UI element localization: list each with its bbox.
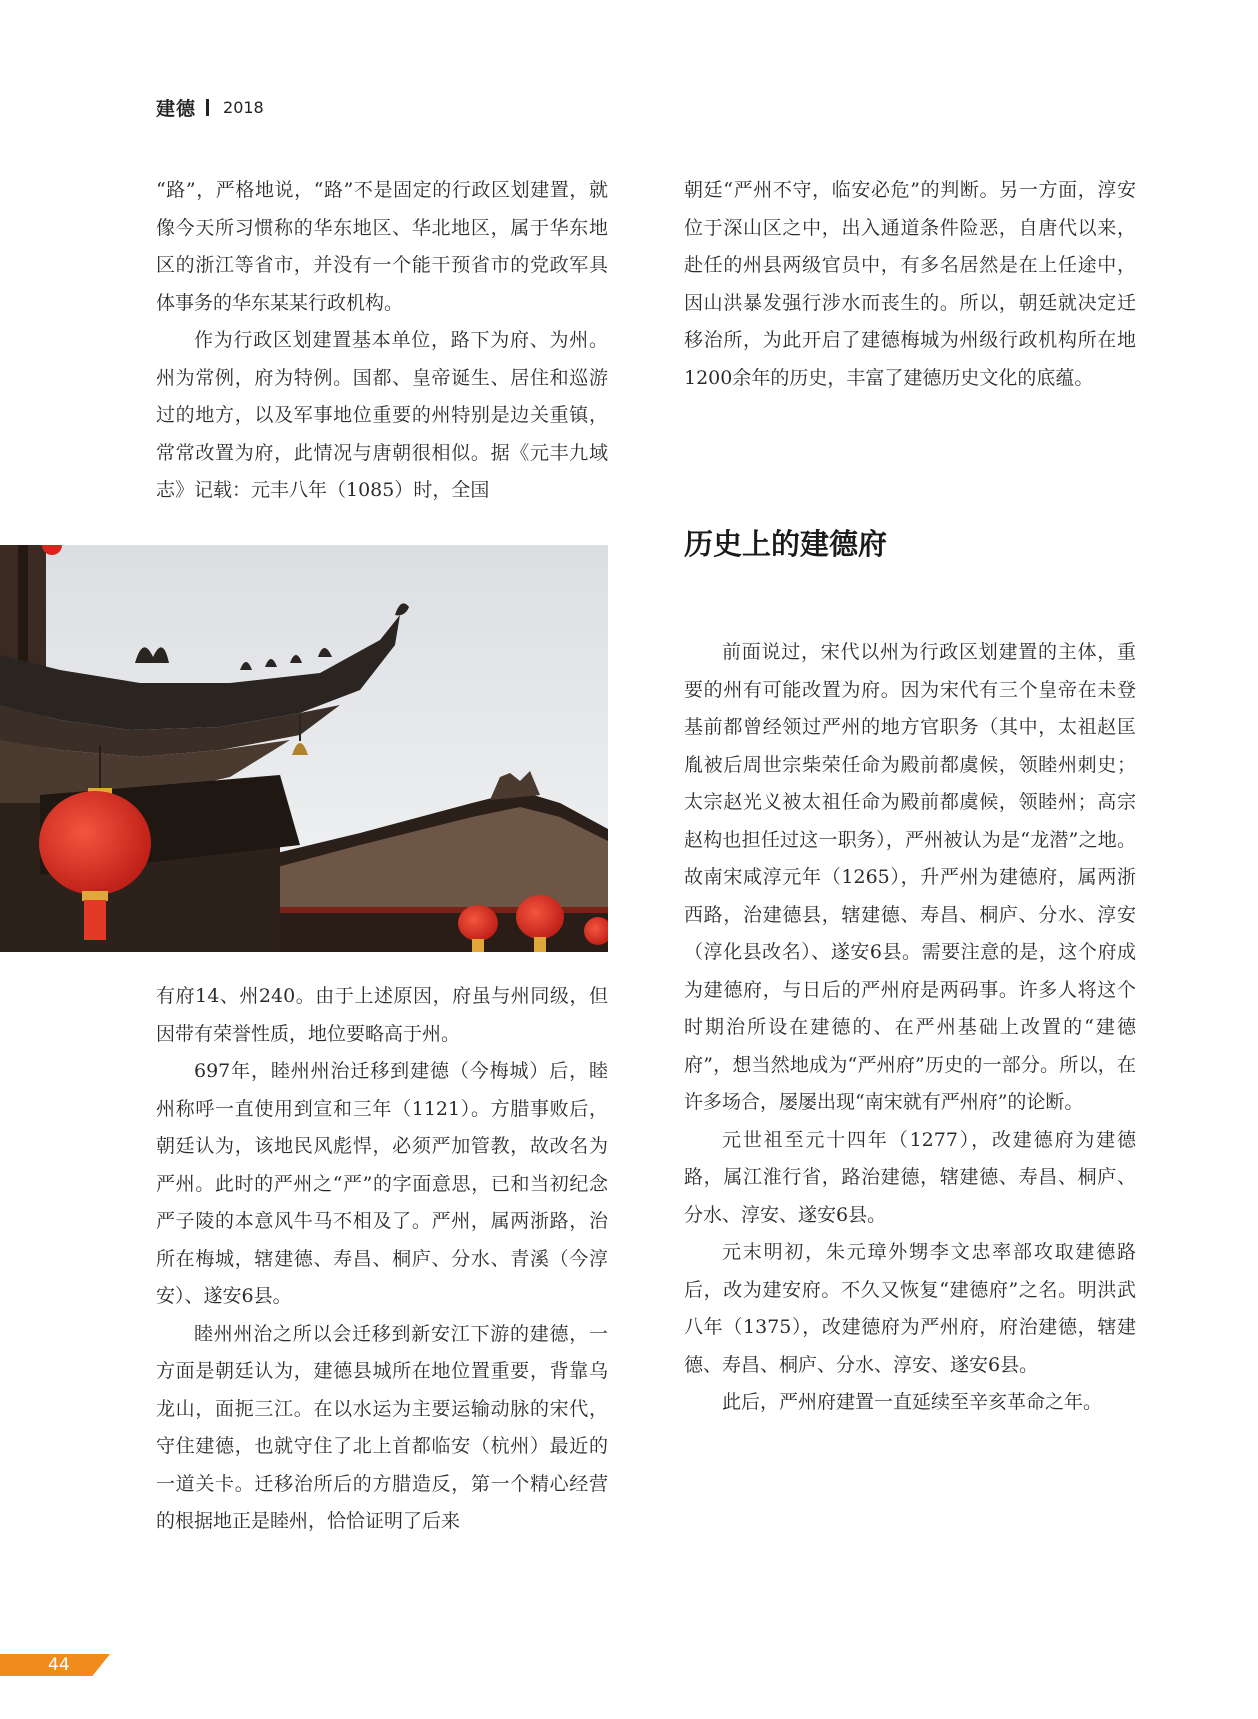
paragraph: 作为行政区划建置基本单位，路下为府、为州。州为常例，府为特例。国都、皇帝诞生、居住和巡游过的地方，以及军事地位重要的州特别是边关重镇，常常改置为府，此情况与唐朝很相似。据《元丰九域志》记载：元丰八年（1085）时，全国 — [156, 329, 608, 501]
page-number: 44 — [48, 1655, 70, 1675]
article-column-top-left — [156, 172, 608, 510]
paragraph: 睦州州治之所以会迁移到新安江下游的建德，一方面是朝廷认为，建德县城所在地位置重要，背靠乌龙山，面扼三江。在以水运为主要运输动脉的宋代，守住建德，也就守住了北上首都临安（杭州）最近的一道关卡。迁移治所后的方腊造反，第一个精心经营的根据地正是睦州，恰恰证明了后来 — [156, 1322, 608, 1532]
paragraph: 元世祖至元十四年（1277），改建德府为建德路，属江淮行省，路治建德，辖建德、寿昌、桐庐、分水、淳安、遂安6县。 — [684, 1128, 1136, 1226]
running-header — [156, 94, 264, 121]
magazine-title: 建德 — [156, 98, 197, 120]
pavilion-lanterns-icon — [0, 545, 608, 952]
header-divider — [206, 99, 209, 116]
article-column-top-right — [684, 172, 1136, 397]
issue-year: 2018 — [223, 98, 264, 117]
article-column-bottom-left — [156, 978, 608, 1541]
paragraph: 元末明初，朱元璋外甥李文忠率部攻取建德路后，改为建安府。不久又恢复“建德府”之名。明洪武八年（1375），改建德府为严州府，府治建德，辖建德、寿昌、桐庐、分水、淳安、遂安6县。 — [684, 1241, 1136, 1376]
paragraph: 此后，严州府建置一直延续至辛亥革命之年。 — [722, 1391, 1103, 1413]
section-heading: 历史上的建德府 — [684, 527, 888, 561]
paragraph: 697年，睦州州治迁移到建德（今梅城）后，睦州称呼一直使用到宣和三年（1121）。方腊事败后，朝廷认为，该地民风彪悍，必须严加管教，故改名为严州。此时的严州之“严”的字面意思，已和当初纪念严子陵的本意风牛马不相及了。严州，属两浙路，治所在梅城，辖建德、寿昌、桐庐、分水、青溪（今淳安）、遂安6县。 — [156, 1060, 608, 1307]
paragraph: 朝廷“严州不守，临安必危”的判断。另一方面，淳安位于深山区之中，出入通道条件险恶，自唐代以来，赴任的州县两级官员中，有多名居然是在上任途中，因山洪暴发强行涉水而丧生的。所以，朝廷就决定迁移治所，为此开启了建德梅城为州级行政机构所在地1200余年的历史，丰富了建德历史文化的底蕴。 — [684, 179, 1136, 389]
article-column-bottom-right — [684, 634, 1136, 1422]
pavilion-photo — [0, 545, 608, 952]
paragraph: “路”，严格地说，“路”不是固定的行政区划建置，就像今天所习惯称的华东地区、华北地区，属于华东地区的浙江等省市，并没有一个能干预省市的党政军具体事务的华东某某行政机构。 — [156, 179, 608, 314]
paragraph: 有府14、州240。由于上述原因，府虽与州同级，但因带有荣誉性质，地位要略高于州。 — [156, 985, 608, 1045]
paragraph: 前面说过，宋代以州为行政区划建置的主体，重要的州有可能改置为府。因为宋代有三个皇帝在未登基前都曾经领过严州的地方官职务（其中，太祖赵匡胤被后周世宗柴荣任命为殿前都虞候，领睦州刺史；太宗赵光义被太祖任命为殿前都虞候，领睦州；高宗赵构也担任过这一职务），严州被认为是“龙潜”之地。故南宋咸淳元年（1265），升严州为建德府，属两浙西路，治建德县，辖建德、寿昌、桐庐、分水、淳安（淳化县改名）、遂安6县。需要注意的是，这个府成为建德府，与日后的严州府是两码事。许多人将这个时期治所设在建德的、在严州基础上改置的“建德府”，想当然地成为“严州府”历史的一部分。所以，在许多场合，屡屡出现“南宋就有严州府”的论断。 — [684, 641, 1136, 1113]
